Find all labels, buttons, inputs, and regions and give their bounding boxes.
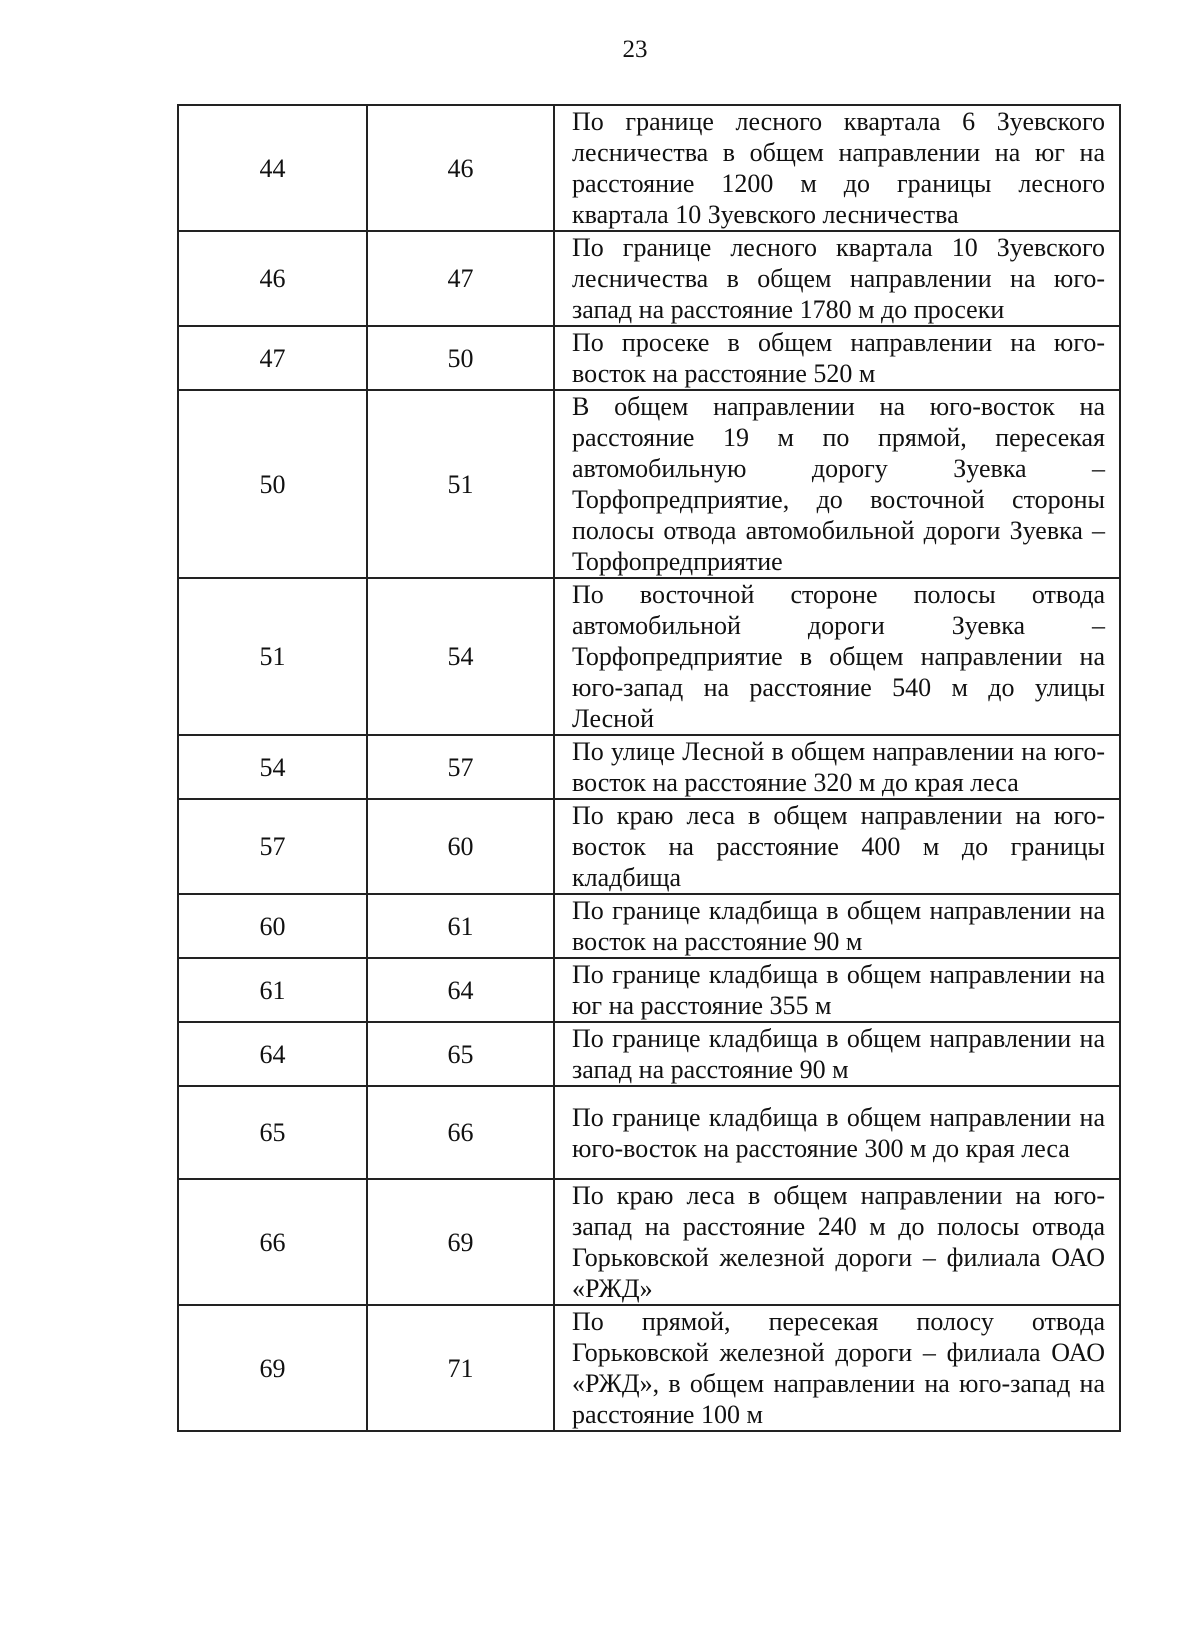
point-to-cell: 61 — [367, 894, 554, 958]
description-cell — [554, 799, 1120, 894]
point-from-cell: 69 — [178, 1305, 367, 1431]
table-row — [178, 1022, 1120, 1086]
point-from-cell: 61 — [178, 958, 367, 1022]
description-text: По восточной стороне полосы отвода автомобильной дороги Зуевка – Торфопредприятие в общем направлении на юго-запад на расстояние 540 м до улицы Лесной — [572, 580, 1105, 733]
description-cell — [554, 1305, 1120, 1431]
description-cell — [554, 326, 1120, 390]
point-to-cell: 69 — [367, 1179, 554, 1305]
point-to-cell: 46 — [367, 105, 554, 231]
description-cell — [554, 231, 1120, 326]
description-text: По краю леса в общем направлении на юго-восток на расстояние 400 м до границы кладбища — [572, 801, 1105, 892]
table-row — [178, 390, 1120, 578]
point-from-cell: 60 — [178, 894, 367, 958]
description-text: По границе лесного квартала 6 Зуевского лесничества в общем направлении на юг на расстояние 1200 м до границы лесного квартала 10 Зуевского лесничества — [572, 107, 1105, 229]
table-row — [178, 1179, 1120, 1305]
description-text: По границе кладбища в общем направлении на запад на расстояние 90 м — [572, 1024, 1105, 1084]
point-from-cell: 54 — [178, 735, 367, 799]
description-text: По границе кладбища в общем направлении на юго-восток на расстояние 300 м до края леса — [572, 1102, 1105, 1163]
point-from-cell: 46 — [178, 231, 367, 326]
description-text: По просеке в общем направлении на юго-восток на расстояние 520 м — [572, 328, 1105, 388]
table-row — [178, 799, 1120, 894]
point-from-cell: 64 — [178, 1022, 367, 1086]
description-cell — [554, 894, 1120, 958]
description-text: По границе лесного квартала 10 Зуевского лесничества в общем направлении на юго-запад на расстояние 1780 м до просеки — [572, 233, 1105, 324]
point-to-cell: 57 — [367, 735, 554, 799]
point-to-cell: 54 — [367, 578, 554, 735]
table-row — [178, 958, 1120, 1022]
description-cell — [554, 1086, 1120, 1179]
description-text: По улице Лесной в общем направлении на юго-восток на расстояние 320 м до края леса — [572, 737, 1105, 797]
table-row — [178, 735, 1120, 799]
table-row — [178, 578, 1120, 735]
table-row — [178, 326, 1120, 390]
point-from-cell: 50 — [178, 390, 367, 578]
page-number: 23 — [622, 36, 648, 63]
point-to-cell: 71 — [367, 1305, 554, 1431]
description-cell — [554, 1022, 1120, 1086]
table-row — [178, 105, 1120, 231]
description-cell — [554, 390, 1120, 578]
description-text: По границе кладбища в общем направлении на восток на расстояние 90 м — [572, 896, 1105, 956]
description-text: В общем направлении на юго-восток на расстояние 19 м по прямой, пересекая автомобильную дорогу Зуевка – Торфопредприятие, до восточной стороны полосы отвода автомобильной дороги Зуевка – Торфопредприятие — [572, 392, 1105, 576]
point-to-cell: 60 — [367, 799, 554, 894]
table-row — [178, 1305, 1120, 1431]
point-to-cell: 50 — [367, 326, 554, 390]
point-to-cell: 51 — [367, 390, 554, 578]
point-from-cell: 51 — [178, 578, 367, 735]
description-text: По границе кладбища в общем направлении на юг на расстояние 355 м — [572, 960, 1105, 1020]
description-cell — [554, 578, 1120, 735]
description-cell — [554, 105, 1120, 231]
description-cell — [554, 1179, 1120, 1305]
point-to-cell: 66 — [367, 1086, 554, 1179]
table-row — [178, 894, 1120, 958]
boundary-table — [177, 104, 1121, 1432]
description-text: По прямой, пересекая полосу отвода Горьковской железной дороги – филиала ОАО «РЖД», в общем направлении на юго-запад на расстояние 100 м — [572, 1307, 1105, 1429]
point-from-cell: 66 — [178, 1179, 367, 1305]
point-from-cell: 47 — [178, 326, 367, 390]
description-cell — [554, 958, 1120, 1022]
point-from-cell: 65 — [178, 1086, 367, 1179]
point-to-cell: 64 — [367, 958, 554, 1022]
point-from-cell: 57 — [178, 799, 367, 894]
table-row — [178, 1086, 1120, 1179]
point-to-cell: 47 — [367, 231, 554, 326]
point-to-cell: 65 — [367, 1022, 554, 1086]
description-cell — [554, 735, 1120, 799]
point-from-cell: 44 — [178, 105, 367, 231]
table-row — [178, 231, 1120, 326]
description-text: По краю леса в общем направлении на юго-запад на расстояние 240 м до полосы отвода Горьковской железной дороги – филиала ОАО «РЖД» — [572, 1181, 1105, 1303]
